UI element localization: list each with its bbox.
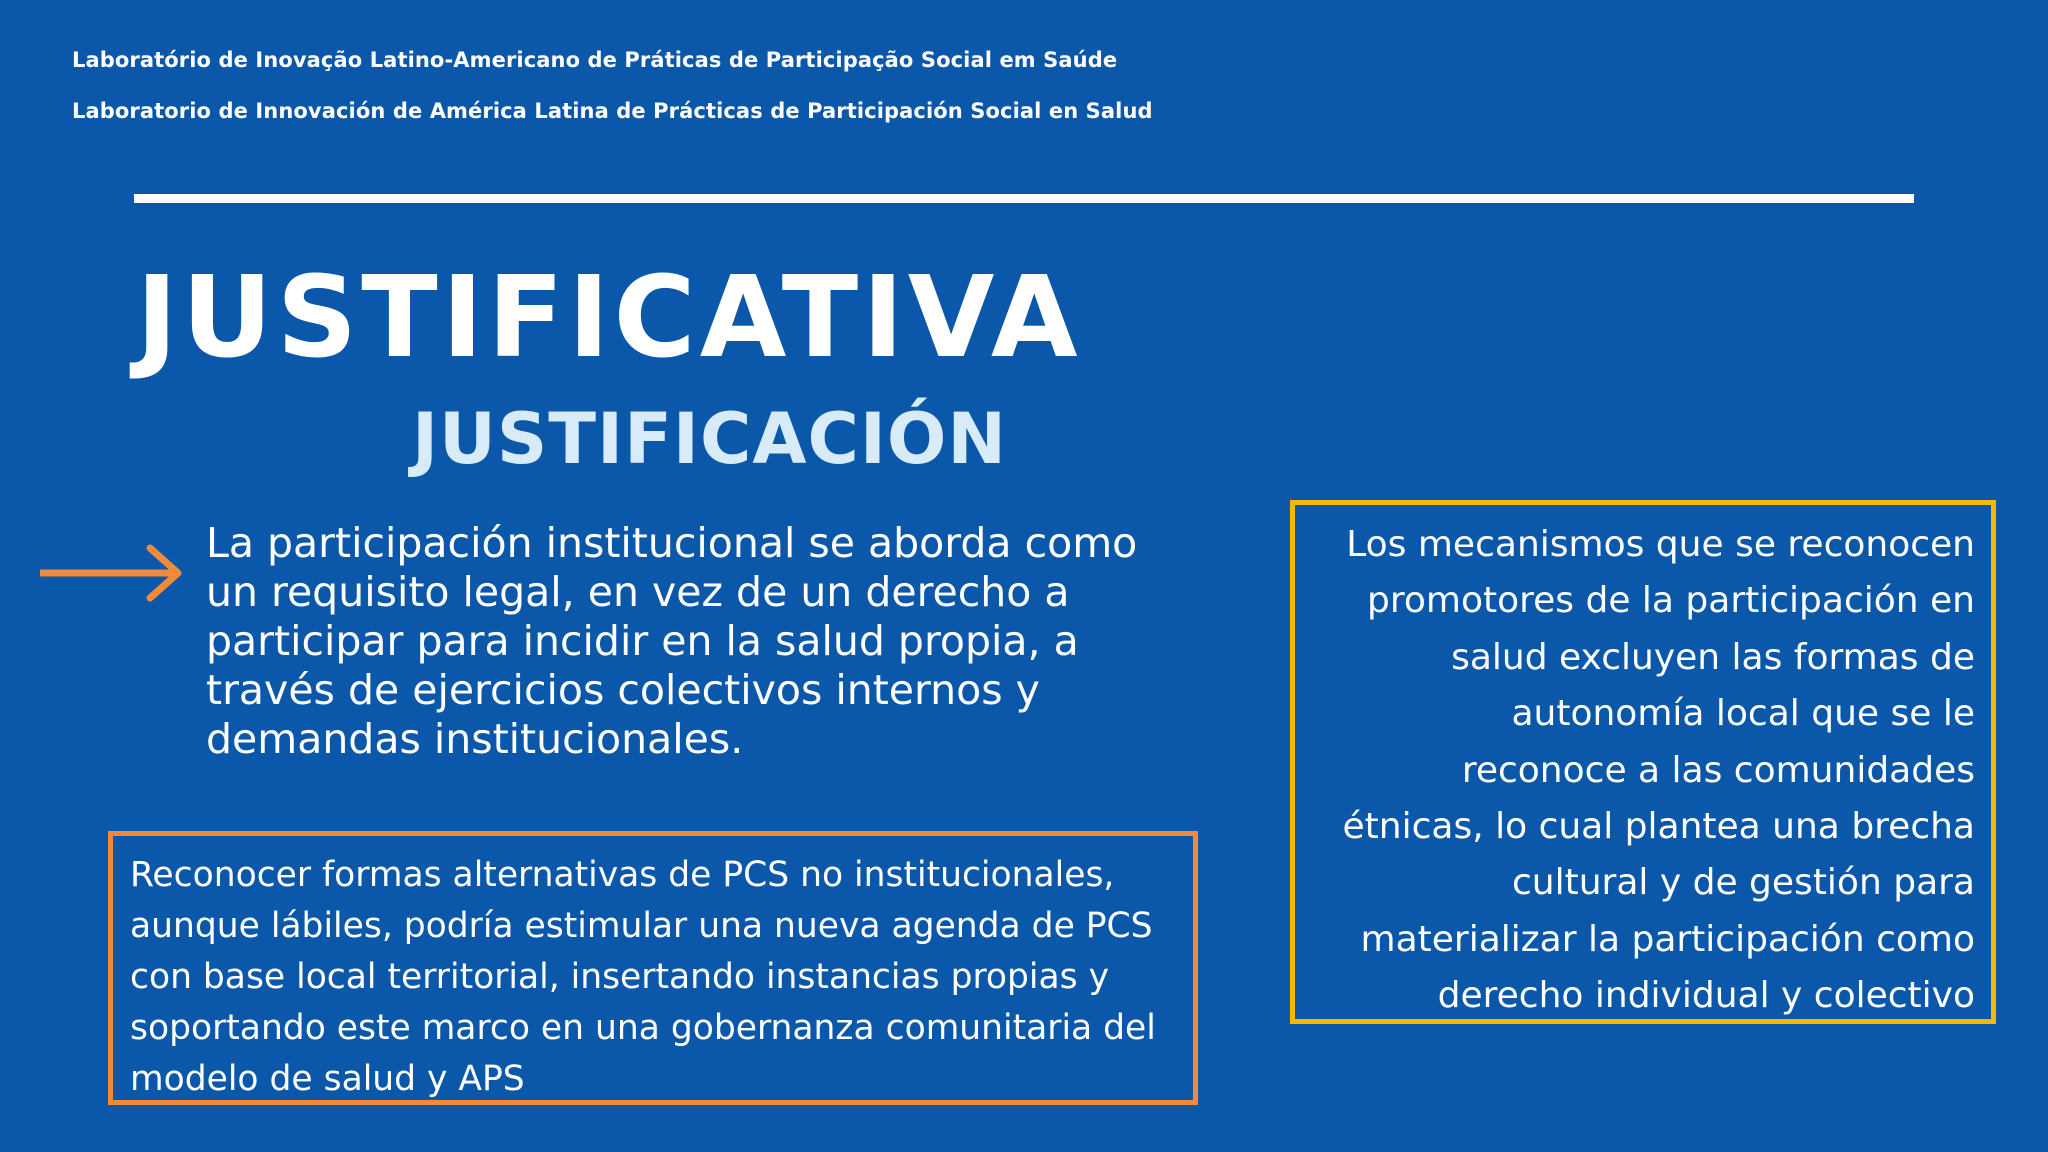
header-portuguese: Laboratório de Inovação Latino-Americano de Práticas de Participação Social em Saúde: [72, 48, 1118, 72]
yellow-callout-text: Los mecanismos que se reconocen promotores de la participación en salud excluyen las formas de autonomía local que se le reconoce a las comunidades étnicas, lo cual plantea una brecha cultural y de gestión para materializar la participación como derecho individual y colectivo: [1342, 524, 1975, 1017]
page-subtitle: JUSTIFICACIÓN: [412, 398, 1008, 480]
arrow-right-icon: [40, 542, 186, 604]
yellow-callout-box: [1290, 500, 1996, 1024]
header-spanish: Laboratorio de Innovación de América Latina de Prácticas de Participación Social en Salud: [72, 99, 1153, 123]
page-title: JUSTIFICATIVA: [136, 253, 1082, 383]
orange-callout-text: Reconocer formas alternativas de PCS no institucionales, aunque lábiles, podría estimular una nueva agenda de PCS con base local territorial, insertando instancias propias y soportando este marco en una gobernanza comunitaria del modelo de salud y APS: [130, 855, 1156, 1099]
header-divider: [134, 194, 1914, 203]
orange-callout-box: [108, 831, 1198, 1105]
main-statement: La participación institucional se aborda como un requisito legal, en vez de un derecho a participar para incidir en la salud propia, a través de ejercicios colectivos internos y demandas institucionales.: [206, 519, 1138, 763]
